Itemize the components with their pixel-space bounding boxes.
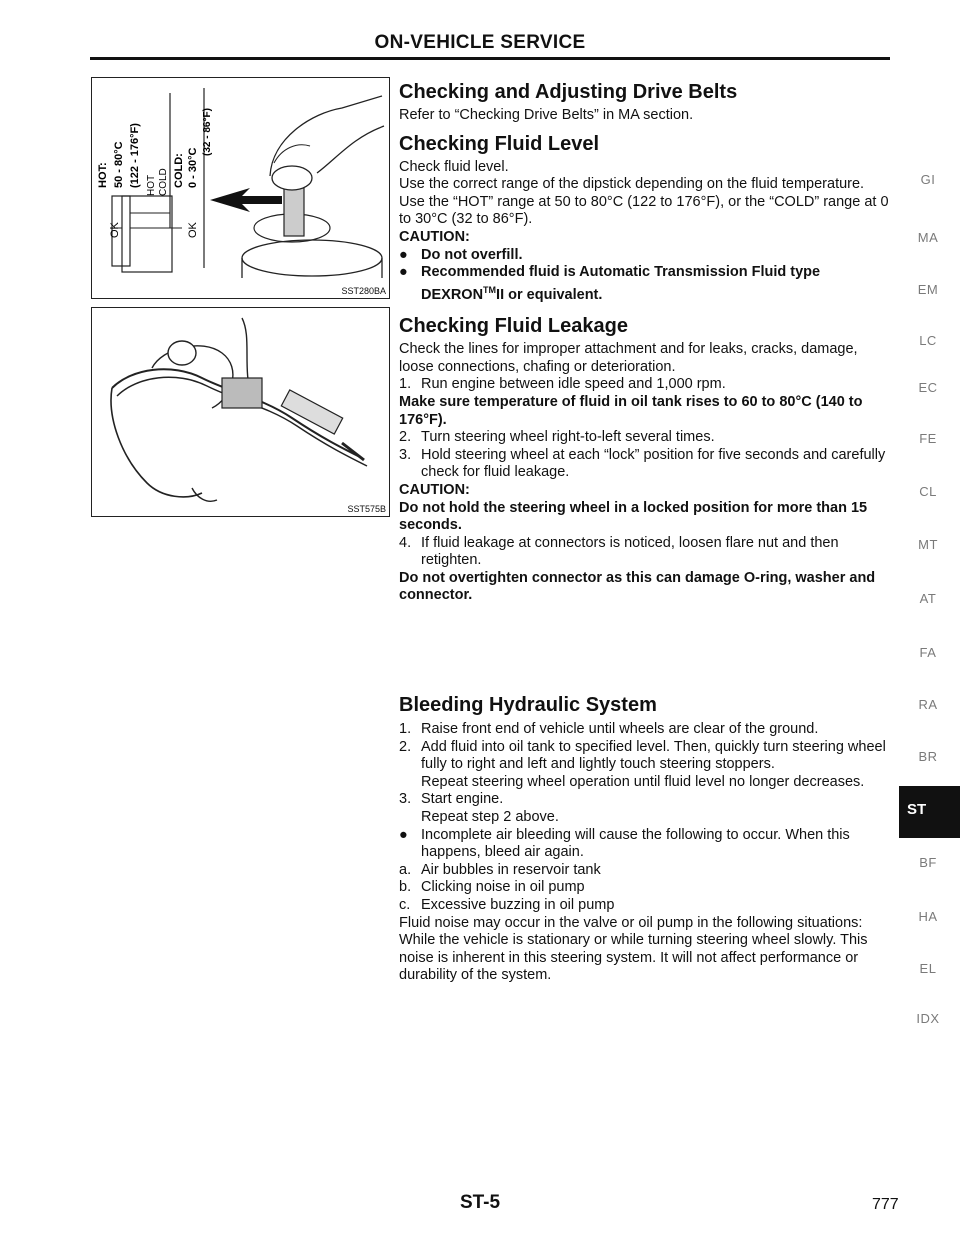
page-title: ON-VEHICLE SERVICE <box>374 32 586 53</box>
list-item <box>399 429 891 447</box>
step-text-main: Add fluid into oil tank to specified level. Then, quickly turn steering wheel fully to right and left and lightly touch steering stoppers. <box>421 738 886 773</box>
tab-at[interactable]: AT <box>919 591 937 606</box>
step-number: 1. <box>399 376 412 393</box>
tab-fe[interactable]: FE <box>919 431 937 446</box>
step-number: 1. <box>399 721 412 738</box>
figure-code: SST575B <box>347 504 386 514</box>
section-title-fluid-level: Checking Fluid Level <box>399 132 600 155</box>
tab-ha[interactable]: HA <box>918 909 938 924</box>
caution-label: CAUTION: <box>399 228 470 245</box>
tab-mt[interactable]: MT <box>918 537 938 552</box>
caution-label: CAUTION: <box>399 481 470 498</box>
section-title-bleeding: Bleeding Hydraulic System <box>399 694 657 717</box>
figure-code: SST280BA <box>341 286 386 296</box>
item-text: Clicking noise in oil pump <box>421 879 585 896</box>
cold-label: COLD: <box>173 153 185 188</box>
step-number: 2. <box>399 429 412 446</box>
list-item <box>399 879 891 897</box>
list-item <box>399 897 891 915</box>
step-text <box>421 791 891 826</box>
step-number: 3. <box>399 791 412 808</box>
dipstick-illustration <box>92 78 389 298</box>
section-tab-strip <box>890 0 960 1242</box>
hot-range-f-label: (122 - 176°F) <box>129 123 141 188</box>
step-text: Turn steering wheel right-to-left several times. <box>421 429 715 446</box>
step-text: Hold steering wheel at each “lock” position for five seconds and carefully check for fluid leakage. <box>421 446 886 481</box>
trademark-mark: TM <box>483 284 497 295</box>
tab-ec[interactable]: EC <box>918 380 938 395</box>
tab-ra[interactable]: RA <box>918 697 938 712</box>
document-page-number: 777 <box>872 1196 899 1213</box>
tab-em[interactable]: EM <box>917 282 939 297</box>
tab-el[interactable]: EL <box>919 961 937 976</box>
bleeding-bullet: Incomplete air bleeding will cause the following to occur. When this happens, bleed air again. <box>421 826 850 861</box>
cold-range-label: 0 - 30°C <box>187 147 199 188</box>
step-number: 2. <box>399 738 412 755</box>
hot-mark-label: HOT <box>146 174 157 196</box>
step-text-repeat: Repeat steering wheel operation until fluid level no longer decreases. <box>421 773 865 790</box>
item-letter: c. <box>399 897 411 914</box>
step-text-main: Start engine. <box>421 791 504 808</box>
hot-label: HOT: <box>97 162 109 188</box>
active-tab-label: ST <box>907 801 927 818</box>
tab-bf[interactable]: BF <box>919 855 937 870</box>
list-item <box>399 264 891 304</box>
temperature-note: Make sure temperature of fluid in oil tank rises to 60 to 80°C (140 to 176°F). <box>399 393 863 428</box>
step-text-repeat: Repeat step 2 above. <box>421 809 559 826</box>
item-text: Air bubbles in reservoir tank <box>421 861 601 878</box>
overtighten-warning: Do not overtighten connector as this can damage O-ring, washer and connector. <box>399 569 876 604</box>
item-letter: b. <box>399 879 412 896</box>
bullet-icon: ● <box>399 826 408 843</box>
tab-idx[interactable]: IDX <box>916 1011 940 1026</box>
ok-label: OK <box>109 222 121 238</box>
fluid-type-suffix: II or equivalent. <box>496 286 603 303</box>
cold-range-f-label: (32 - 86°F) <box>202 108 213 156</box>
step-text: Raise front end of vehicle until wheels are clear of the ground. <box>421 721 819 738</box>
fluid-level-bullet-1: Do not overfill. <box>421 246 523 263</box>
section-title-fluid-leakage: Checking Fluid Leakage <box>399 315 628 338</box>
list-item <box>399 447 891 482</box>
steering-rack-figure <box>91 307 390 517</box>
bleeding-closing-text: Fluid noise may occur in the valve or oil pump in the following situations: While the vehicle is stationary or while turning steering wheel slowly. This noise is inherent in this steering system. It will not affect performance or durability of the system. <box>399 914 868 984</box>
tab-br[interactable]: BR <box>918 749 938 764</box>
list-item <box>399 862 891 880</box>
hot-range-label: 50 - 80°C <box>113 141 125 188</box>
item-letter: a. <box>399 861 412 878</box>
fluid-level-bullet-2 <box>421 264 891 304</box>
item-text: Excessive buzzing in oil pump <box>421 897 615 914</box>
section-title-drive-belts: Checking and Adjusting Drive Belts <box>399 81 738 103</box>
step-number: 4. <box>399 534 412 551</box>
tab-lc[interactable]: LC <box>919 333 937 348</box>
list-item <box>399 739 891 792</box>
step-number: 3. <box>399 446 412 463</box>
list-item <box>399 376 891 394</box>
tab-gi[interactable]: GI <box>920 172 936 187</box>
list-item <box>399 827 891 862</box>
step-text: If fluid leakage at connectors is noticed, loosen flare nut and then retighten. <box>421 534 839 569</box>
cold-mark-label: COLD <box>158 168 169 196</box>
list-item <box>399 721 891 739</box>
tab-fa[interactable]: FA <box>919 645 937 660</box>
page-number: ST-5 <box>459 1192 501 1213</box>
caution-text: Do not hold the steering wheel in a locked position for more than 15 seconds. <box>399 499 868 534</box>
steering-rack-illustration <box>92 308 389 516</box>
step-text: Run engine between idle speed and 1,000 rpm. <box>421 376 726 393</box>
dipstick-figure <box>91 77 390 299</box>
step-text <box>421 739 891 792</box>
fluid-type-text: Recommended fluid is Automatic Transmission Fluid type DEXRON <box>421 264 821 303</box>
tab-cl[interactable]: CL <box>919 484 937 499</box>
list-item <box>399 791 891 826</box>
list-item <box>399 535 891 570</box>
bullet-icon: ● <box>399 264 408 281</box>
fluid-level-p2: Use the correct range of the dipstick depending on the fluid temperature. Use the “HOT” range at 50 to 80°C (122 to 176°F), or the “COLD” range at 0 to 30°C (32 to 86°F). <box>399 176 889 228</box>
fluid-level-p1: Check fluid level. <box>399 158 509 175</box>
fluid-leakage-p1: Check the lines for improper attachment and for leaks, cracks, damage, loose connections, chafing or deterioration. <box>399 341 858 375</box>
header-rule <box>90 57 890 60</box>
bullet-icon: ● <box>399 246 408 263</box>
list-item <box>399 247 891 265</box>
drive-belts-text: Refer to “Checking Drive Belts” in MA section. <box>399 107 694 123</box>
ok-label: OK <box>187 222 199 238</box>
content-column <box>399 80 891 985</box>
tab-ma[interactable]: MA <box>917 230 939 245</box>
